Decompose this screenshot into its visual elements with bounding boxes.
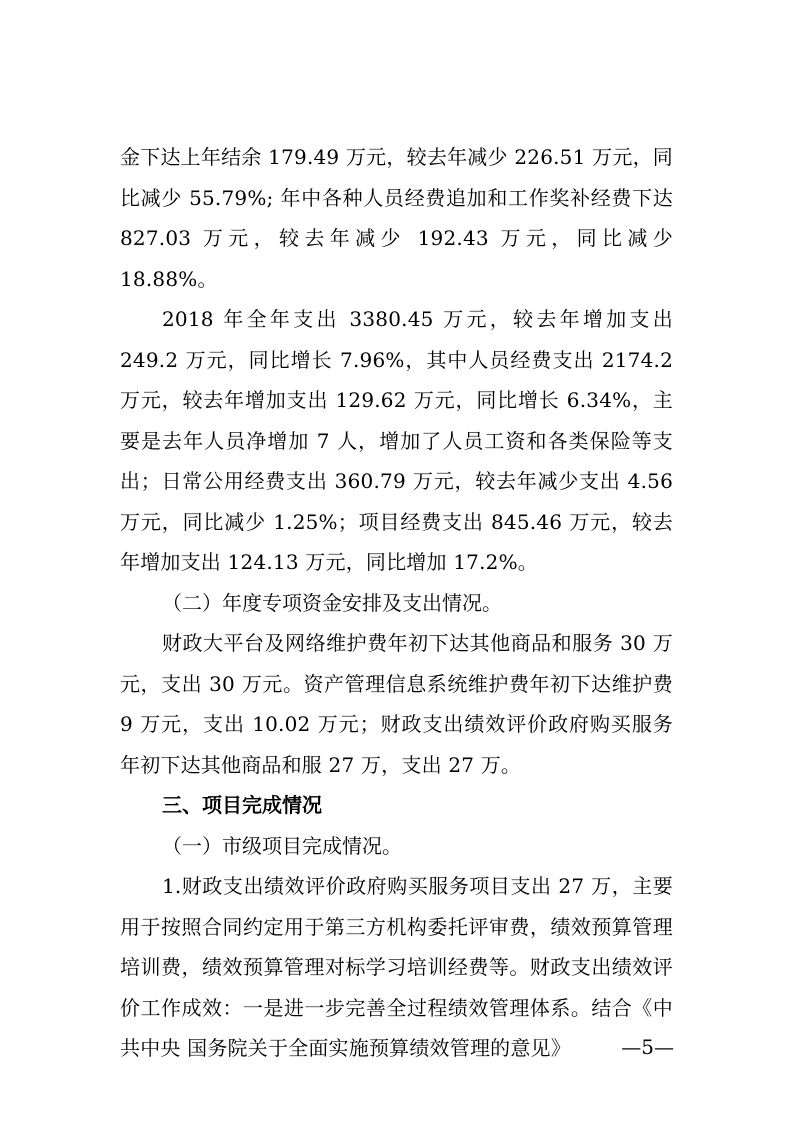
subheading-special-funds: （二）年度专项资金安排及支出情况。 — [162, 590, 502, 615]
paragraph-annual-expenditure: 2018 年全年支出 3380.45 万元，较去年增加支出 249.2 万元，同比增长 7.96%，其中人员经费支出 2174.2 万元，较去年增加支出 129.62 万元，同比增长 6.34%，主要是去年人员净增加 7 人，增加了人员工资和各类保险等支出；日常公用经费支出 360.79 万元，较去年减少支出 4.56 万元，同比减少 1.25%；项目经费支出 845.46 万元，较去年增加支出 124.13 万元，同比增加 17.2%。 — [120, 307, 673, 574]
paragraph-continuation: 金下达上年结余 179.49 万元，较去年减少 226.51 万元，同比减少 55.79%; 年中各种人员经费追加和工作奖补经费下达 827.03 万元，较去年减少 192.43 万元，同比减少 18.88%。 — [120, 145, 673, 291]
page-number: —5— — [621, 1035, 674, 1059]
paragraph-special-funds: 财政大平台及网络维护费年初下达其他商品和服务 30 万元，支出 30 万元。资产管理信息系统维护费年初下达维护费 9 万元，支出 10.02 万元；财政支出绩效评价政府购买服务年初下达其他商品和服 27 万，支出 27 万。 — [120, 631, 673, 777]
paragraph-performance-evaluation: 1.财政支出绩效评价政府购买服务项目支出 27 万，主要用于按照合同约定用于第三方机构委托评审费，绩效预算管理培训费，绩效预算管理对标学习培训经费等。财政支出绩效评价工作成效：一是进一步完善全过程绩效管理体系。结合《中共中央 国务院关于全面实施预算绩效管理的意见》 — [120, 874, 673, 1060]
heading-project-completion: 三、项目完成情况 — [162, 793, 322, 817]
document-body — [120, 137, 673, 1069]
subheading-municipal-projects: （一）市级项目完成情况。 — [162, 833, 402, 858]
